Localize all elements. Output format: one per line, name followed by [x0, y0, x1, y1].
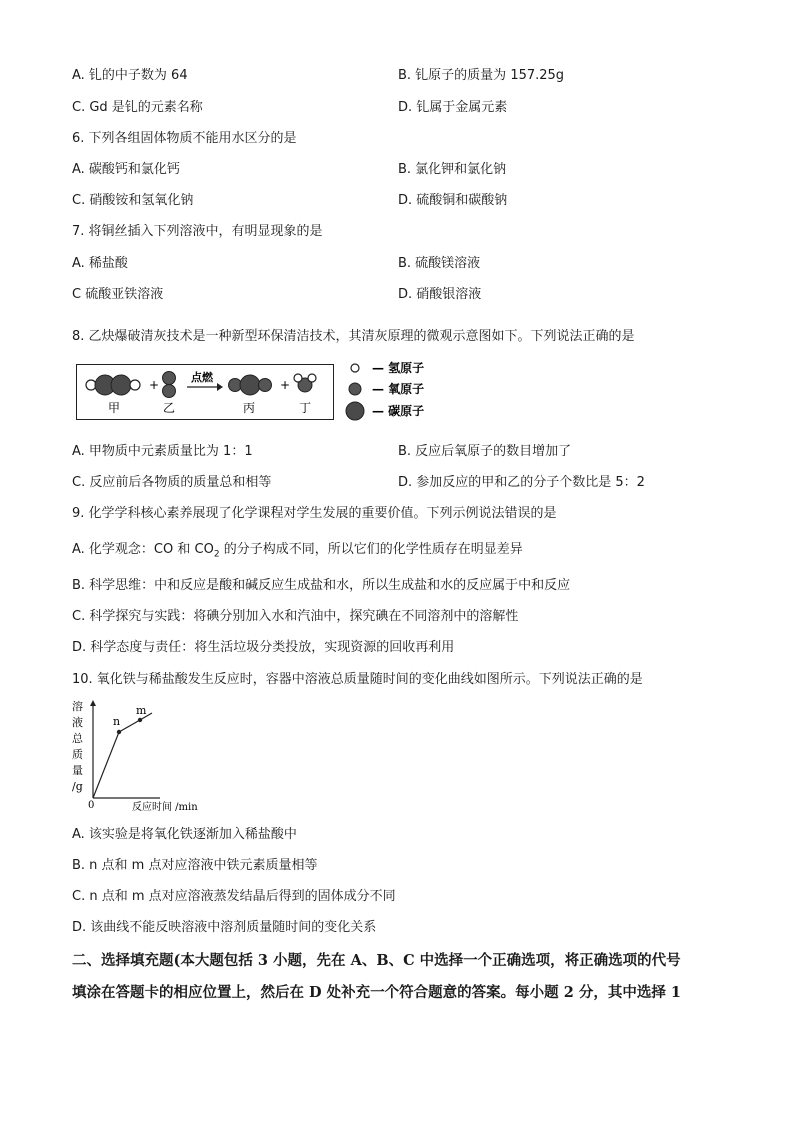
- legend-carbon: — 碳原子: [372, 404, 425, 418]
- ylabel-char-3: 质: [72, 748, 83, 761]
- origin-label: 0: [88, 800, 95, 811]
- q7-option-b: B. 硫酸镁溶液: [398, 256, 481, 271]
- legend-oxygen: — 氧原子: [372, 382, 425, 396]
- q6-stem: 6. 下列各组固体物质不能用水区分的是: [72, 131, 297, 146]
- point-m: [138, 718, 142, 722]
- q9-option-b: B. 科学思维：中和反应是酸和碱反应生成盐和水，所以生成盐和水的反应属于中和反应: [72, 578, 571, 593]
- hydrogen-legend-icon: [351, 364, 359, 372]
- q7-option-d: D. 硝酸银溶液: [398, 287, 482, 302]
- q9-option-c: C. 科学探究与实践：将碘分别加入水和汽油中，探究碘在不同溶剂中的溶解性: [72, 609, 519, 624]
- q6-option-d: D. 硫酸铜和碳酸钠: [398, 193, 508, 208]
- reaction-arrow-head: [217, 383, 223, 391]
- molecule-ding: [294, 374, 316, 392]
- q8-stem: 8. 乙炔爆破清灰技术是一种新型环保清洁技术，其清灰原理的微观示意图如下。下列说法正确的是: [72, 329, 635, 344]
- atom-legend: [344, 358, 454, 424]
- mass-time-chart-svg: [66, 698, 226, 816]
- q9-option-a: [72, 542, 523, 563]
- mass-curve: [93, 713, 152, 798]
- label-ding: 丁: [299, 401, 312, 415]
- ylabel-char-0: 溶: [72, 700, 83, 713]
- legend-hydrogen: — 氢原子: [372, 361, 425, 375]
- q5-option-c: C. Gd 是钆的元素名称: [72, 100, 203, 115]
- q7-option-a: A. 稀盐酸: [72, 256, 128, 271]
- reaction-diagram-svg: [77, 365, 333, 419]
- label-jia: 甲: [108, 401, 121, 415]
- y-axis-arrow: [90, 700, 96, 706]
- q9-option-a-pre: A. 化学观念：CO 和 CO: [72, 542, 214, 557]
- label-yi: 乙: [163, 401, 176, 415]
- q10-option-b: B. n 点和 m 点对应溶液中铁元素质量相等: [72, 858, 318, 873]
- q6-option-a: A. 碳酸钙和氯化钙: [72, 162, 180, 177]
- molecule-yi: [163, 372, 176, 398]
- plus-left: +: [149, 378, 160, 392]
- ylabel-char-2: 总: [72, 732, 83, 745]
- q8-option-a: A. 甲物质中元素质量比为 1：1: [72, 444, 253, 459]
- point-m-label: m: [136, 704, 147, 717]
- section2-heading-line1: 二、选择填充题(本大题包括 3 小题，先在 A、B、C 中选择一个正确选项，将正确选项的代号: [72, 952, 681, 969]
- carbon-legend-icon: [346, 402, 364, 420]
- ylabel-char-5: /g: [72, 780, 83, 793]
- molecule-bing: [229, 375, 272, 395]
- ylabel-char-1: 液: [72, 716, 83, 729]
- reaction-diagram: [76, 364, 334, 420]
- plus-right: +: [280, 378, 291, 392]
- q9-stem: 9. 化学学科核心素养展现了化学课程对学生发展的重要价值。下列示例说法错误的是: [72, 506, 557, 521]
- point-n: [117, 730, 121, 734]
- q8-option-c: C. 反应前后各物质的质量总和相等: [72, 475, 272, 490]
- q5-option-d: D. 钆属于金属元素: [398, 100, 508, 115]
- mass-time-chart: [66, 698, 226, 816]
- q8-option-d: D. 参加反应的甲和乙的分子个数比是 5：2: [398, 475, 645, 490]
- oxygen-legend-icon: [349, 383, 361, 395]
- q6-option-c: C. 硝酸铵和氢氧化钠: [72, 193, 194, 208]
- q5-option-a: A. 钆的中子数为 64: [72, 68, 188, 83]
- ylabel-char-4: 量: [72, 764, 83, 777]
- q7-option-c: C 硫酸亚铁溶液: [72, 287, 164, 302]
- x-axis-label: 反应时间 /min: [132, 802, 198, 813]
- point-n-label: n: [113, 715, 121, 728]
- molecule-jia: [86, 375, 140, 395]
- q9-option-a-subscript: 2: [213, 549, 220, 560]
- q8-option-b: B. 反应后氧原子的数目增加了: [398, 444, 572, 459]
- q10-option-c: C. n 点和 m 点对应溶液蒸发结晶后得到的固体成分不同: [72, 889, 396, 904]
- q9-option-d: D. 科学态度与责任：将生活垃圾分类投放，实现资源的回收再利用: [72, 640, 455, 655]
- arrow-label: 点燃: [191, 371, 213, 384]
- q10-stem: 10. 氧化铁与稀盐酸发生反应时，容器中溶液总质量随时间的变化曲线如图所示。下列说法正确的是: [72, 672, 643, 687]
- label-bing: 丙: [243, 401, 256, 415]
- q10-option-a: A. 该实验是将氧化铁逐渐加入稀盐酸中: [72, 827, 297, 842]
- q9-option-a-post: 的分子构成不同，所以它们的化学性质存在明显差异: [219, 542, 523, 557]
- q7-stem: 7. 将铜丝插入下列溶液中，有明显现象的是: [72, 224, 323, 239]
- q5-option-b: B. 钆原子的质量为 157.25g: [398, 68, 565, 83]
- q10-option-d: D. 该曲线不能反映溶液中溶剂质量随时间的变化关系: [72, 920, 377, 935]
- q6-option-b: B. 氯化钾和氯化钠: [398, 162, 507, 177]
- section2-heading-line2: 填涂在答题卡的相应位置上，然后在 D 处补充一个符合题意的答案。每小题 2 分，其中选择 1: [72, 984, 681, 1001]
